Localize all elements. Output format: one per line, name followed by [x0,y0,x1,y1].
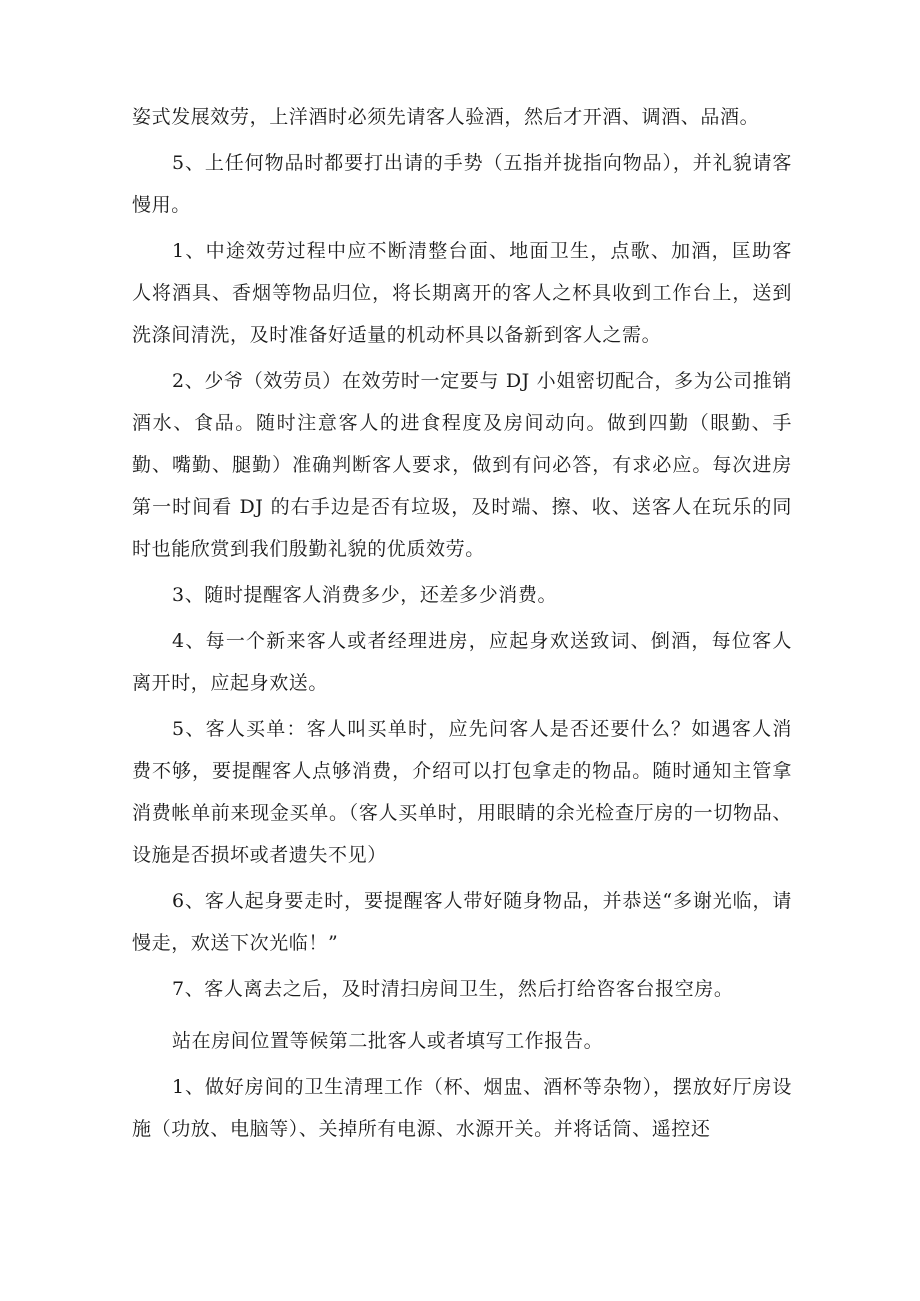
paragraph-midway-cleaning: 1、中途效劳过程中应不断清整台面、地面卫生，点歌、加酒，匡助客人将酒具、香烟等物品归位，将长期离开的客人之杯具收到工作台上，送到洗涤间清洗，及时准备好适量的机动杯具以备新到客人之需。 [132,240,792,346]
document-body [132,96,792,1154]
paragraph-checkout: 5、客人买单：客人叫买单时，应先问客人是否还要什么？如遇客人消费不够，要提醒客人点够消费，介绍可以打包拿走的物品。随时通知主管拿消费帐单前来现金买单。（客人买单时，用眼睛的余光检查厅房的一切物品、设施是否损坏或者遗失不见） [132,718,792,866]
paragraph-consumption-reminder: 3、随时提醒客人消费多少，还差多少消费。 [172,584,558,606]
paragraph-serve-gesture: 5、上任何物品时都要打出请的手势（五指并拢指向物品），并礼貌请客慢用。 [132,152,792,216]
paragraph-farewell: 6、客人起身要走时，要提醒客人带好随身物品，并恭送“多谢光临，请慢走，欢送下次光临！” [132,890,792,954]
paragraph-welcome-guests: 4、每一个新来客人或者经理进房，应起身欢送致词、倒酒，每位客人离开时，应起身欢送。 [132,630,792,694]
paragraph-dj-cooperation: 2、少爷（效劳员）在效劳时一定要与 DJ 小姐密切配合，多为公司推销酒水、食品。随时注意客人的进食程度及房间动向。做到四勤（眼勤、手勤、嘴勤、腿勤）准确判断客人要求，做到有问必答，有求必应。每次进房第一时间看 DJ 的右手边是否有垃圾，及时端、擦、收、送客人在玩乐的同时也能欣赏到我们殷勤礼貌的优质效劳。 [132,370,792,560]
paragraph-continuation: 姿式发展效劳，上洋酒时必须先请客人验酒，然后才开酒、调酒、品酒。 [132,106,760,128]
paragraph-standby: 站在房间位置等候第二批客人或者填写工作报告。 [172,1030,604,1052]
paragraph-closing-duties: 1、做好房间的卫生清理工作（杯、烟盅、酒杯等杂物），摆放好厅房设施（功放、电脑等）、关掉所有电源、水源开关。并将话筒、遥控还 [132,1076,792,1140]
paragraph-room-cleanup: 7、客人离去之后，及时清扫房间卫生，然后打给咨客台报空房。 [172,978,734,1000]
